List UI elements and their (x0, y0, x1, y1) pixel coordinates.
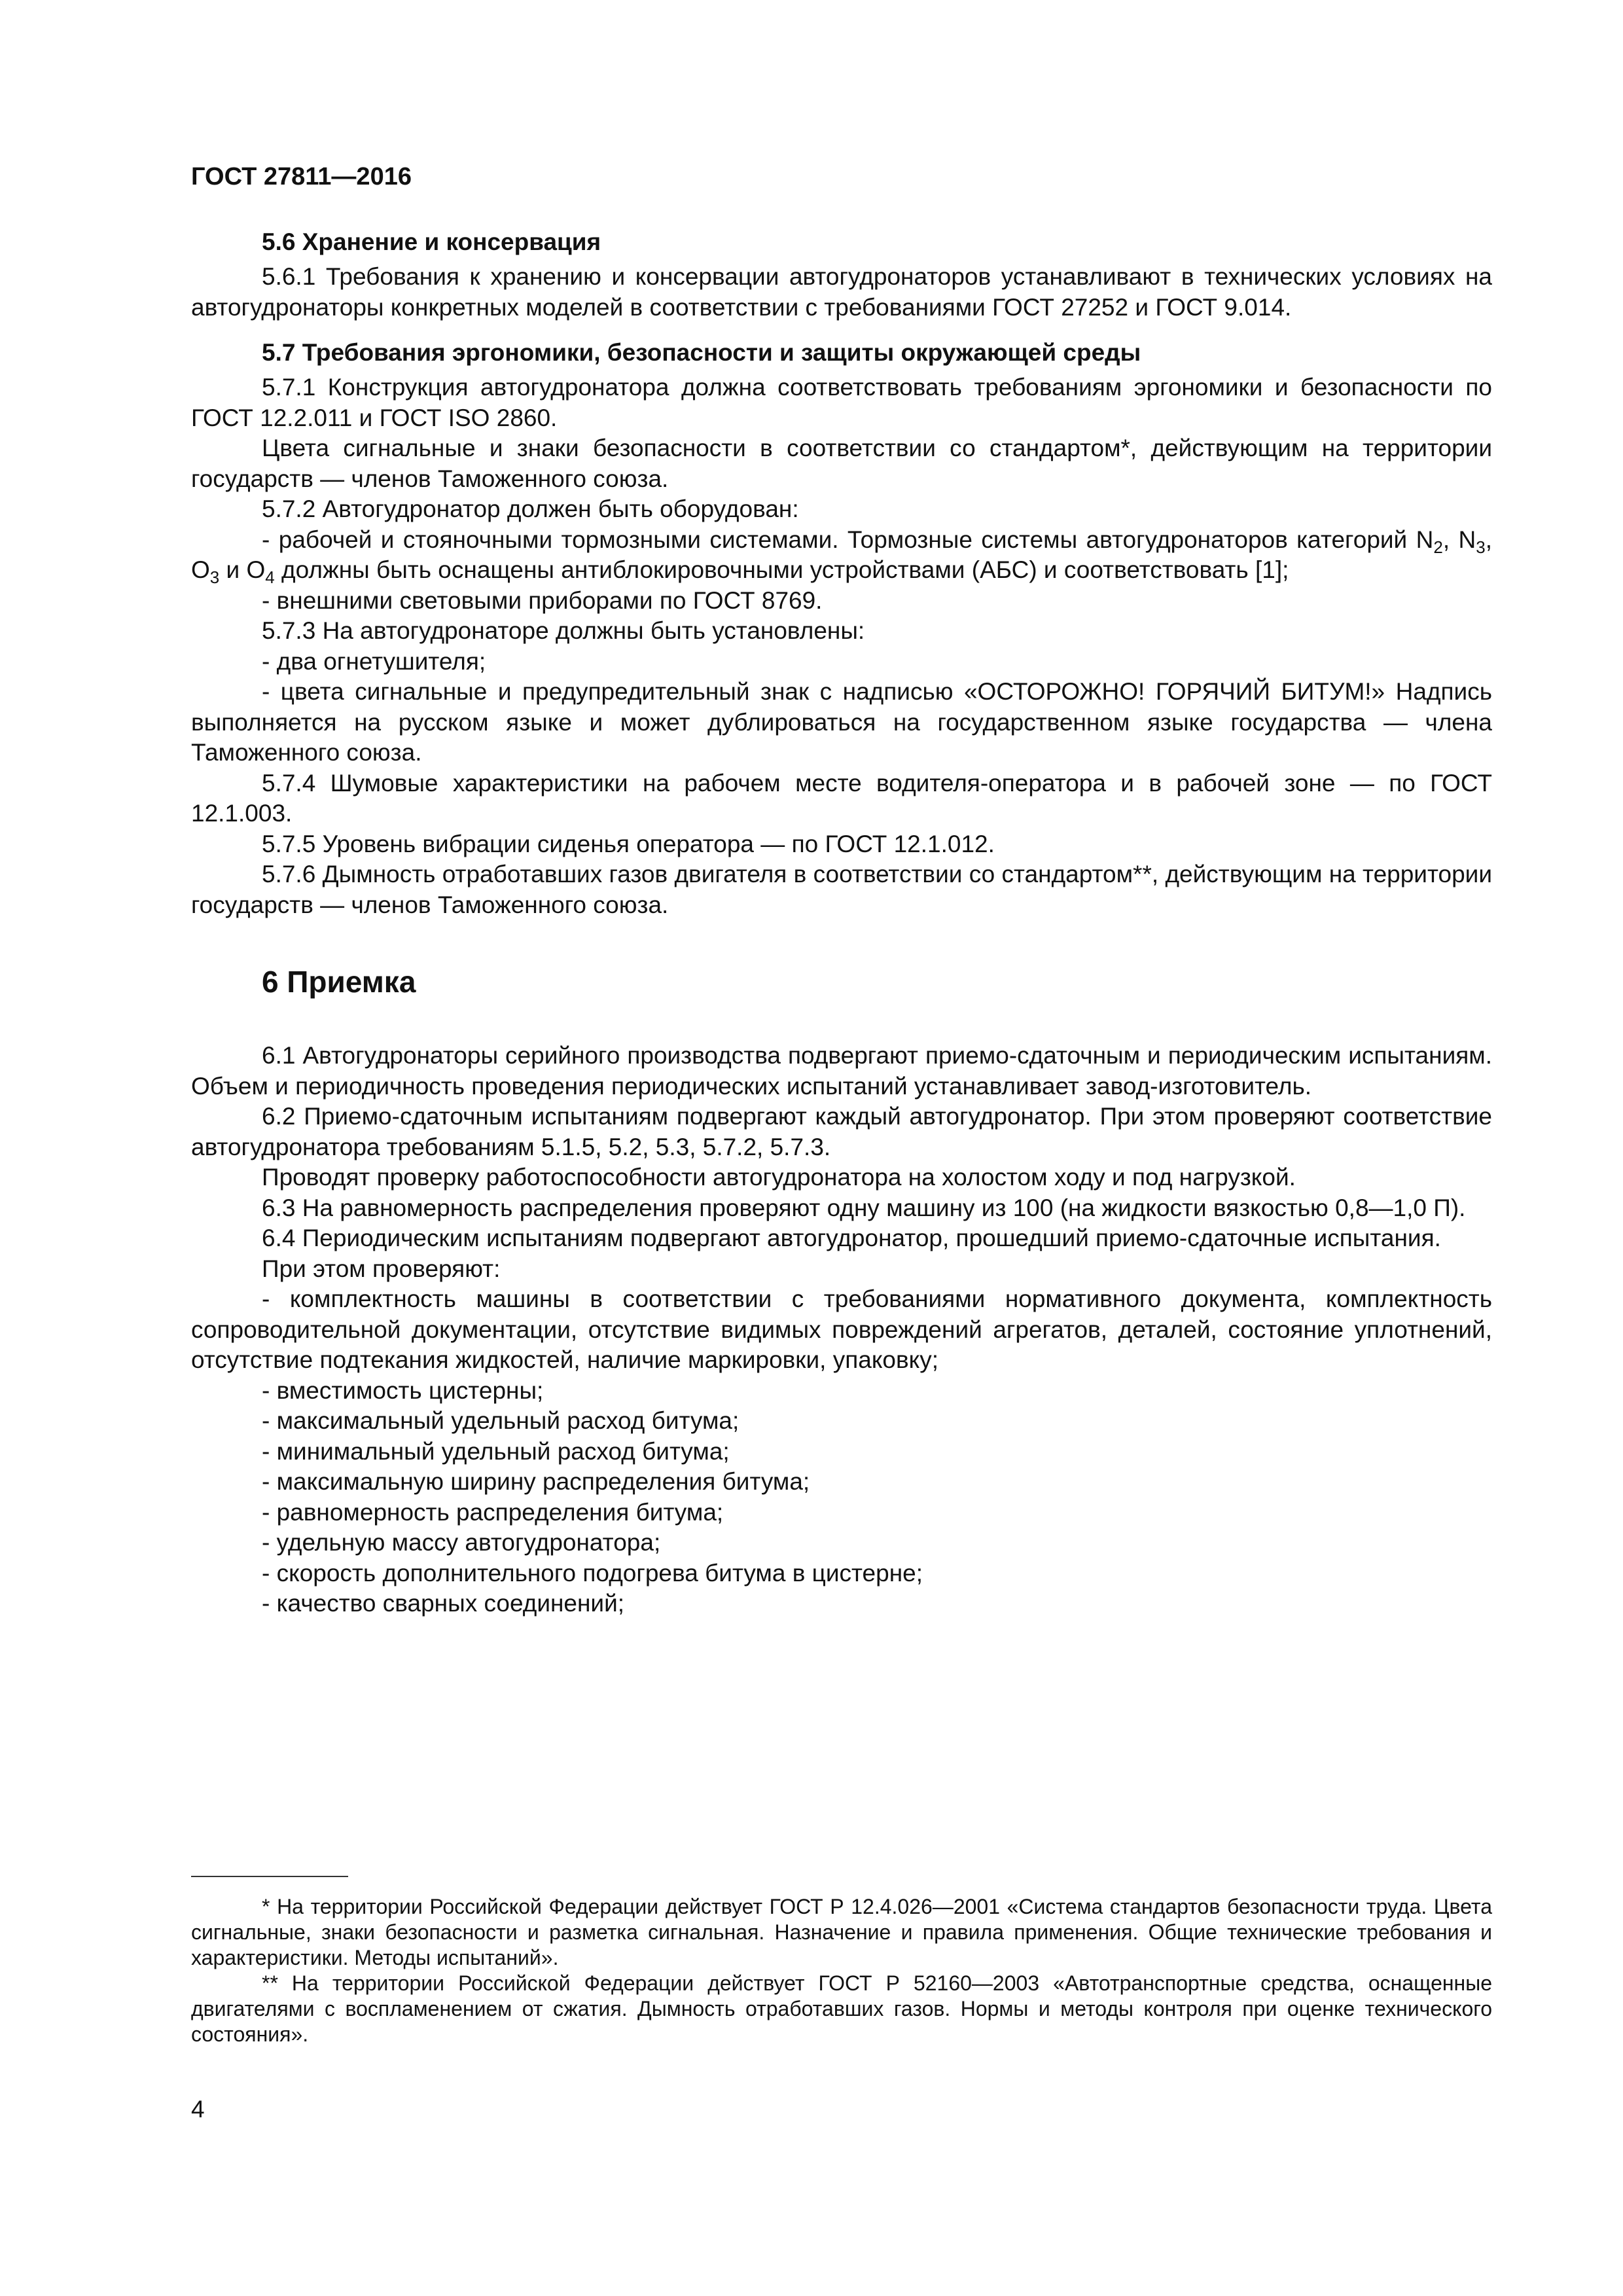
page-header-doc-id: ГОСТ 27811—2016 (191, 163, 412, 190)
list-item: - минимальный удельный расход битума; (262, 1437, 730, 1465)
paragraph-operability-check: Проводят проверку работоспособности автогудронатора на холостом ходу и под нагрузкой. (262, 1164, 1296, 1191)
list-item: - комплектность машины в соответствии с требованиями нормативного документа, комплектность сопроводительной документации, отсутствие видимых повреждений агрегатов, деталей, состояние уплотнений, отсутствие подтекания жидкостей, наличие маркировки, упаковку; (191, 1285, 1492, 1373)
section-5-6-title: 5.6 Хранение и консервация (262, 228, 601, 255)
paragraph-5-7-6: 5.7.6 Дымность отработавших газов двигателя в соответствии со стандартом**, действующим на территории государств — членов Таможенного союза. (191, 861, 1492, 918)
paragraph-5-7-4: 5.7.4 Шумовые характеристики на рабочем месте водителя-оператора и в рабочей зоне — по ГОСТ 12.1.003. (191, 769, 1492, 827)
paragraph-5-7-2: 5.7.2 Автогудронатор должен быть оборудован: (262, 495, 799, 522)
list-item-warning-sign: - цвета сигнальные и предупредительный знак с надписью «ОСТОРОЖНО! ГОРЯЧИЙ БИТУМ!» Надпись выполняется на русском языке и может дублироваться на государственном языке государства — члена Таможенного союза. (191, 678, 1492, 766)
list-item-lighting: - внешними световыми приборами по ГОСТ 8769. (262, 586, 823, 614)
paragraph-5-6-1: 5.6.1 Требования к хранению и консервации автогудронаторов устанавливают в технических условиях на автогудронаторы конкретных моделей в соответствии с требованиями ГОСТ 27252 и ГОСТ 9.014. (191, 263, 1492, 321)
list-item-brake-systems: - рабочей и стояночными тормозными системами. Тормозные системы автогудронаторов категорий $N_2$, $N_3$, $O_3$ и $O_4$ должны быть оснащены антиблокировочными устройствами (АБС) и соответствовать [1]; (191, 526, 1493, 587)
list-item: - равномерность распределения битума; (262, 1498, 724, 1526)
footnote-divider (191, 1876, 348, 1877)
list-item: - максимальную ширину распределения битума; (262, 1468, 810, 1495)
footnote-1: * На территории Российской Федерации действует ГОСТ Р 12.4.026—2001 «Система стандартов безопасности труда. Цвета сигнальные, знаки безопасности и разметка сигнальная. Назначение и правила применения. Общие технические требования и характеристики. Методы испытаний». (191, 1895, 1492, 1969)
page-number: 4 (191, 2096, 205, 2123)
paragraph-5-7-3: 5.7.3 На автогудронаторе должны быть установлены: (262, 617, 865, 644)
list-item: - скорость дополнительного подогрева битума в цистерне; (262, 1559, 923, 1587)
paragraph-5-7-5: 5.7.5 Уровень вибрации сиденья оператора — по ГОСТ 12.1.012. (262, 830, 995, 857)
list-item: - вместимость цистерны; (262, 1376, 544, 1404)
main-content (191, 223, 1492, 1619)
section-5-7-title: 5.7 Требования эргономики, безопасности и защиты окружающей среды (262, 339, 1141, 366)
list-item-extinguishers: - два огнетушителя; (262, 647, 486, 675)
paragraph-6-1: 6.1 Автогудронаторы серийного производства подвергают приемо-сдаточным и периодическим испытаниям. Объем и периодичность проведения периодических испытаний устанавливает завод-изготовитель. (191, 1042, 1492, 1100)
paragraph-checked-items-intro: При этом проверяют: (262, 1255, 501, 1282)
paragraph-6-4: 6.4 Периодическим испытаниям подвергают автогудронатор, прошедший приемо-сдаточные испытания. (262, 1225, 1441, 1251)
paragraph-6-2: 6.2 Приемо-сдаточным испытаниям подвергают каждый автогудронатор. При этом проверяют соответствие автогудронатора требованиям 5.1.5, 5.2, 5.3, 5.7.2, 5.7.3. (191, 1103, 1492, 1160)
paragraph-5-7-1: 5.7.1 Конструкция автогудронатора должна соответствовать требованиям эргономики и безопасности по ГОСТ 12.2.011 и ГОСТ ISO 2860. (191, 374, 1492, 431)
footnote-2: ** На территории Российской Федерации действует ГОСТ Р 52160—2003 «Автотранспортные средства, оснащенные двигателями с воспламенением от сжатия. Дымность отработавших газов. Нормы и методы контроля при оценке технического состояния». (191, 1971, 1492, 2046)
list-item: - качество сварных соединений; (262, 1590, 625, 1617)
paragraph-6-3: 6.3 На равномерность распределения проверяют одну машину из 100 (на жидкости вязкостью 0,8—1,0 П). (262, 1194, 1466, 1221)
list-item: - удельную массу автогудронатора; (262, 1529, 661, 1556)
section-6-title: 6 Приемка (262, 965, 416, 999)
paragraph-signal-colors: Цвета сигнальные и знаки безопасности в соответствии со стандартом*, действующим на территории государств — членов Таможенного союза. (191, 435, 1492, 492)
footnotes (191, 1894, 1492, 2047)
list-item: - максимальный удельный расход битума; (262, 1407, 740, 1434)
